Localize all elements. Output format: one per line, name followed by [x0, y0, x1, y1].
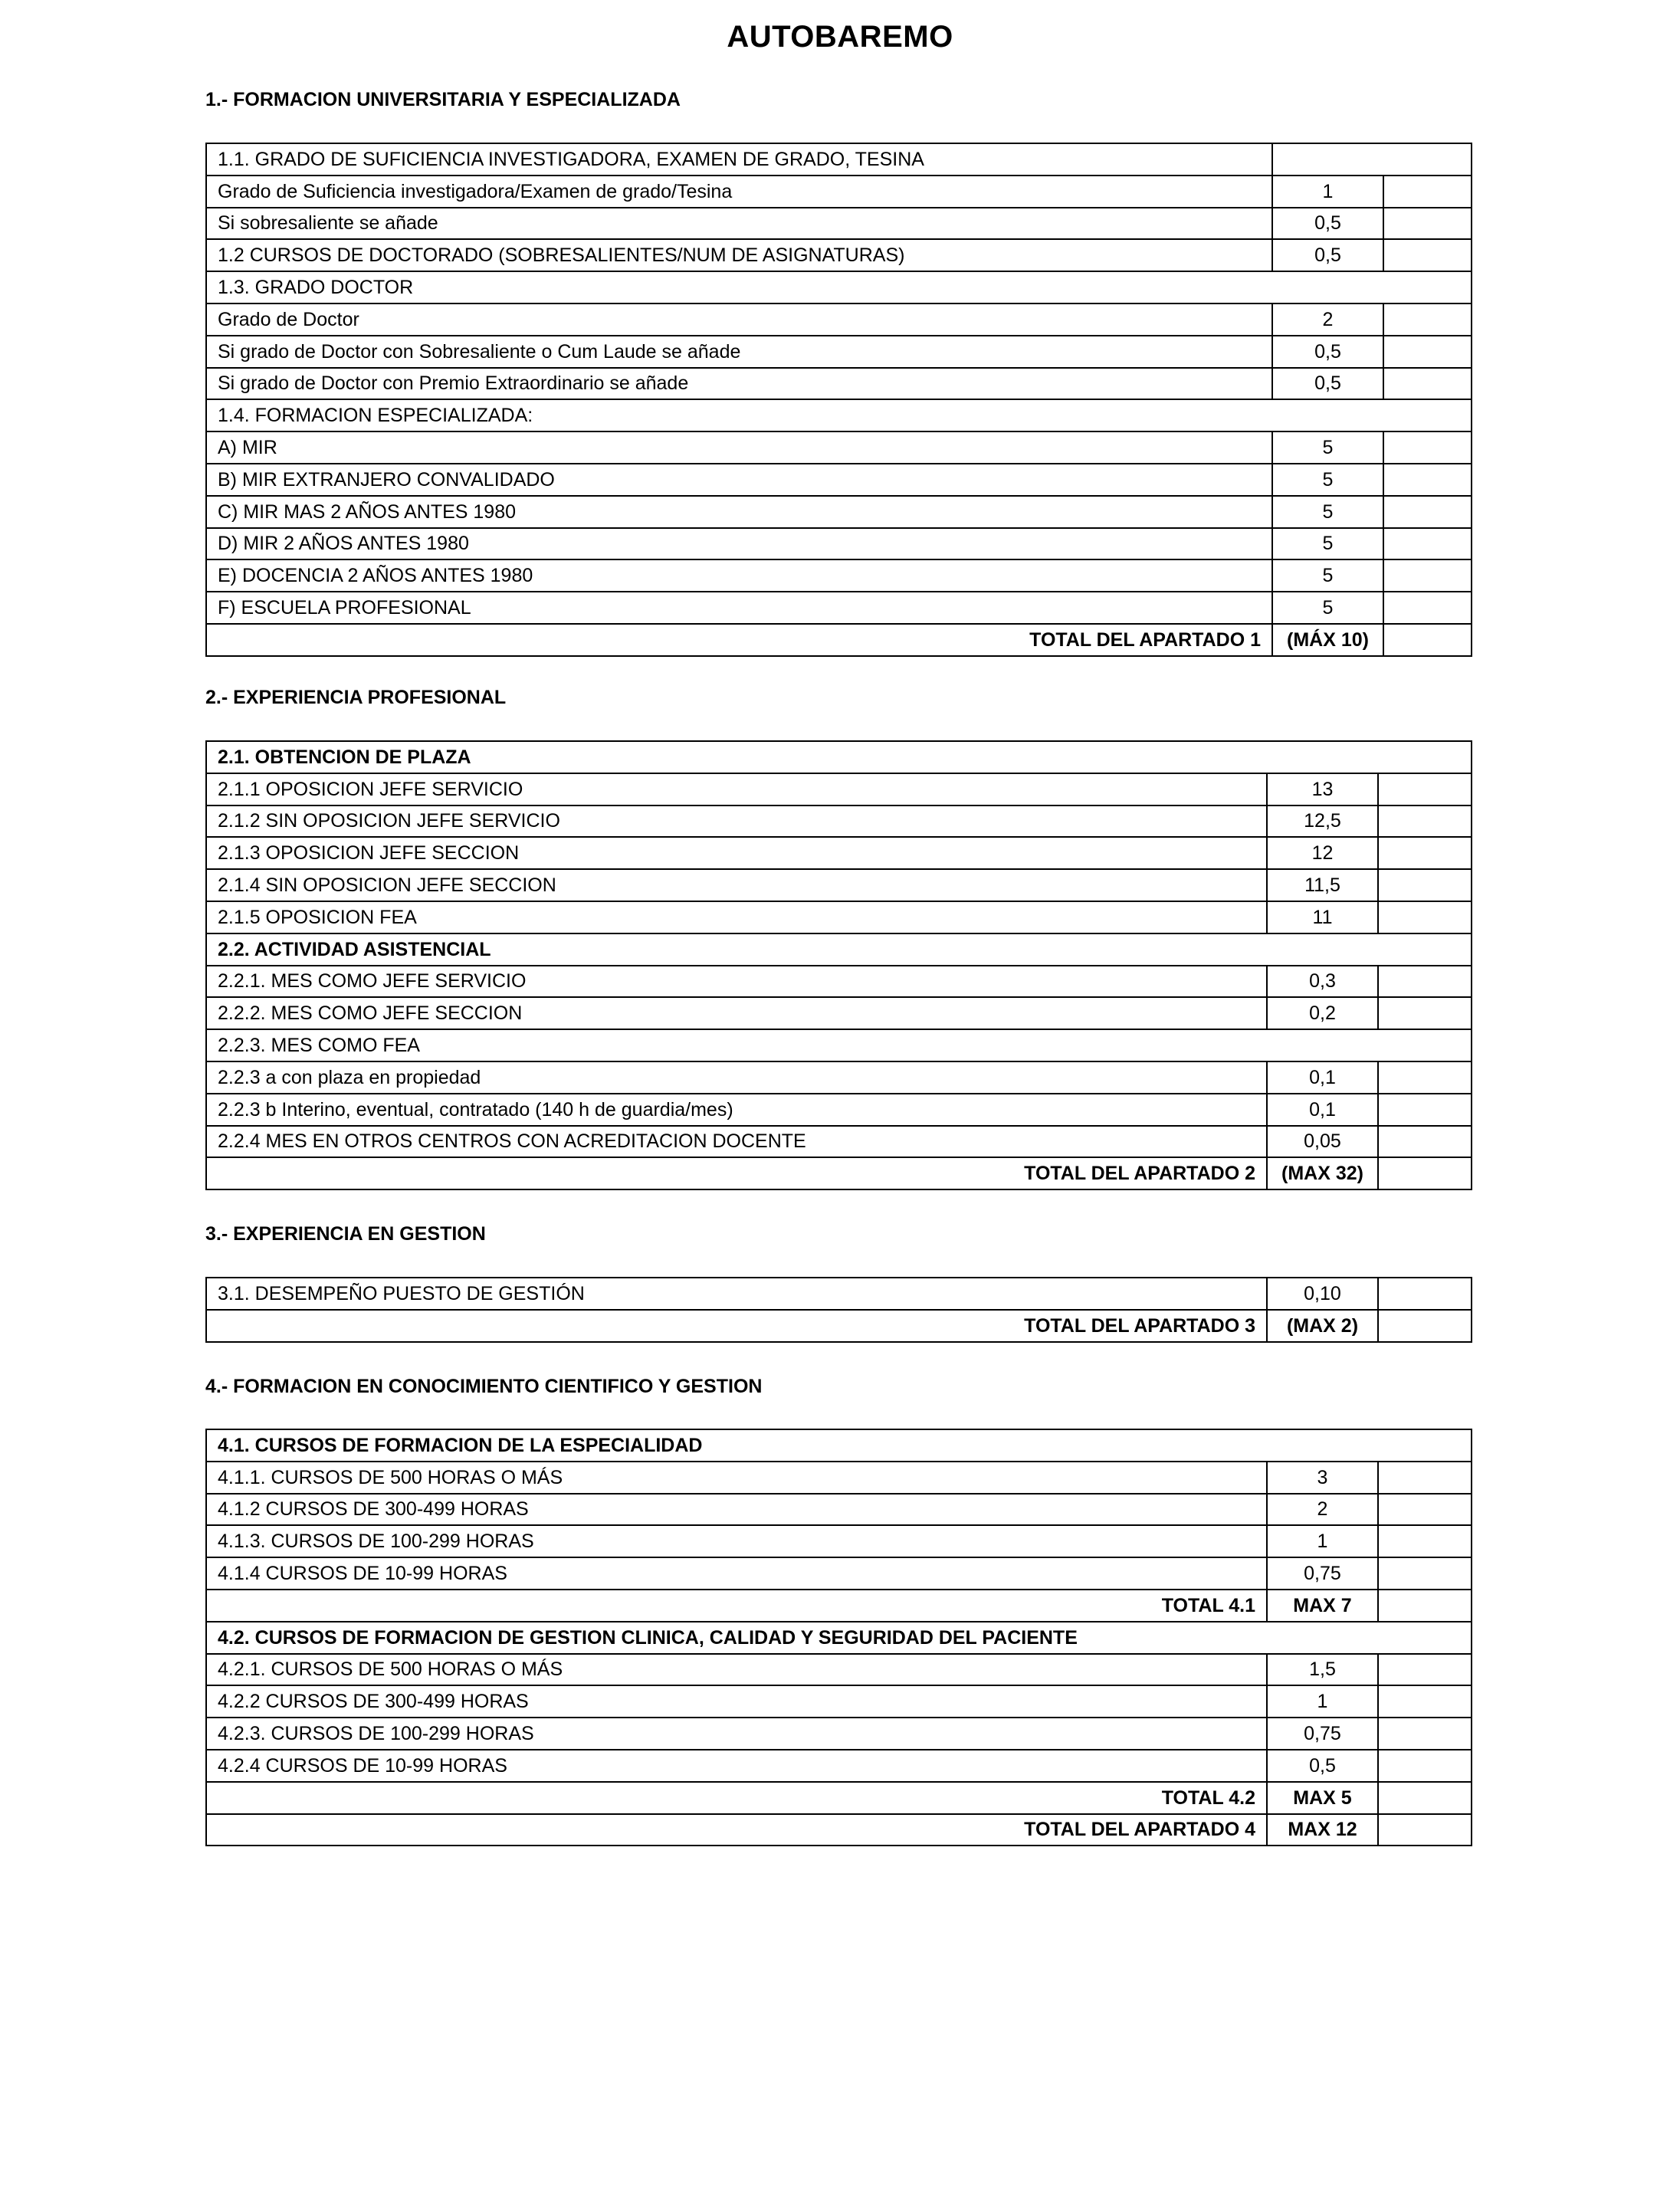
item-points: 0,1: [1267, 1061, 1378, 1094]
table-row: [206, 1525, 1472, 1557]
table-row: [206, 1494, 1472, 1526]
item-points: 0,5: [1267, 1750, 1378, 1782]
item-label: 4.2.1. CURSOS DE 500 HORAS O MÁS: [206, 1654, 1267, 1686]
total-max: MAX 12: [1267, 1814, 1378, 1846]
item-points: 5: [1272, 496, 1383, 528]
item-points: 5: [1272, 559, 1383, 592]
total-label: TOTAL DEL APARTADO 2: [206, 1157, 1267, 1189]
table-row: [206, 1685, 1472, 1718]
score-input-cell[interactable]: [1383, 368, 1472, 400]
item-label: 4.2.3. CURSOS DE 100-299 HORAS: [206, 1718, 1267, 1750]
total-label: TOTAL DEL APARTADO 3: [206, 1310, 1267, 1342]
table-row: [206, 368, 1472, 400]
score-input-cell[interactable]: [1383, 496, 1472, 528]
total-max: (MÁX 10): [1272, 624, 1383, 656]
score-input-cell[interactable]: [1378, 1814, 1472, 1846]
score-input-cell[interactable]: [1378, 1557, 1472, 1590]
table-row: [206, 1590, 1472, 1622]
item-points: 0,75: [1267, 1557, 1378, 1590]
item-points: 5: [1272, 431, 1383, 464]
table-row: [206, 1126, 1472, 1158]
item-label: 4.1.1. CURSOS DE 500 HORAS O MÁS: [206, 1462, 1267, 1494]
item-label: Si grado de Doctor con Premio Extraordinario se añade: [206, 368, 1272, 400]
subsection-header: 1.3. GRADO DOCTOR: [206, 271, 1472, 303]
score-input-cell[interactable]: [1378, 997, 1472, 1029]
item-points: 13: [1267, 773, 1378, 805]
score-input-cell[interactable]: [1383, 592, 1472, 624]
score-table: [205, 740, 1472, 1190]
item-label: 4.1.4 CURSOS DE 10-99 HORAS: [206, 1557, 1267, 1590]
table-row: [206, 1654, 1472, 1686]
item-points: 1: [1267, 1685, 1378, 1718]
table-row: [206, 271, 1472, 303]
score-input-cell[interactable]: [1383, 559, 1472, 592]
item-points: 2: [1272, 303, 1383, 336]
table-row: [206, 559, 1472, 592]
item-points: 0,75: [1267, 1718, 1378, 1750]
table-row: [206, 239, 1472, 271]
item-points: 2: [1267, 1494, 1378, 1526]
item-label: 2.1.1 OPOSICION JEFE SERVICIO: [206, 773, 1267, 805]
score-input-cell[interactable]: [1378, 1278, 1472, 1310]
total-label: TOTAL DEL APARTADO 4: [206, 1814, 1267, 1846]
item-label: 3.1. DESEMPEÑO PUESTO DE GESTIÓN: [206, 1278, 1267, 1310]
score-input-cell[interactable]: [1378, 1590, 1472, 1622]
item-label: 1.2 CURSOS DE DOCTORADO (SOBRESALIENTES/NUM DE ASIGNATURAS): [206, 239, 1272, 271]
score-table: [205, 1277, 1472, 1343]
total-max: (MAX 2): [1267, 1310, 1378, 1342]
subsection-header: 4.1. CURSOS DE FORMACION DE LA ESPECIALIDAD: [206, 1429, 1472, 1462]
score-input-cell[interactable]: [1378, 1525, 1472, 1557]
item-points: 11: [1267, 901, 1378, 933]
total-max: MAX 7: [1267, 1590, 1378, 1622]
table-row: [206, 464, 1472, 496]
item-label: C) MIR MAS 2 AÑOS ANTES 1980: [206, 496, 1272, 528]
item-points: 0,5: [1272, 368, 1383, 400]
score-input-cell[interactable]: [1378, 1462, 1472, 1494]
item-label: A) MIR: [206, 431, 1272, 464]
score-input-cell[interactable]: [1378, 1654, 1472, 1686]
table-row: [206, 1782, 1472, 1814]
score-input-cell[interactable]: [1378, 966, 1472, 998]
item-label: Si grado de Doctor con Sobresaliente o Cum Laude se añade: [206, 336, 1272, 368]
item-points: 5: [1272, 592, 1383, 624]
item-points: 5: [1272, 528, 1383, 560]
table-row: [206, 805, 1472, 838]
item-label: 2.2.1. MES COMO JEFE SERVICIO: [206, 966, 1267, 998]
total-label: TOTAL DEL APARTADO 1: [206, 624, 1272, 656]
table-row: [206, 773, 1472, 805]
table-row: [206, 303, 1472, 336]
score-input-cell[interactable]: [1383, 624, 1472, 656]
score-input-cell[interactable]: [1378, 1126, 1472, 1158]
item-points: 0,5: [1272, 336, 1383, 368]
score-input-cell[interactable]: [1378, 901, 1472, 933]
table-row: [206, 837, 1472, 869]
table-row: [206, 933, 1472, 966]
score-input-cell[interactable]: [1383, 464, 1472, 496]
item-label: Grado de Suficiencia investigadora/Examen de grado/Tesina: [206, 176, 1272, 208]
score-input-cell[interactable]: [1378, 1685, 1472, 1718]
section-heading: 3.- EXPERIENCIA EN GESTION: [205, 1223, 486, 1245]
table-row: [206, 1029, 1472, 1061]
score-input-cell[interactable]: [1378, 1061, 1472, 1094]
table-row: [206, 1061, 1472, 1094]
table-row: [206, 1429, 1472, 1462]
item-label: F) ESCUELA PROFESIONAL: [206, 592, 1272, 624]
score-input-cell[interactable]: [1272, 143, 1472, 176]
item-points: 1: [1272, 176, 1383, 208]
table-row: [206, 901, 1472, 933]
total-max: (MAX 32): [1267, 1157, 1378, 1189]
table-row: [206, 1718, 1472, 1750]
score-input-cell[interactable]: [1378, 869, 1472, 901]
table-row: [206, 1750, 1472, 1782]
page-title: AUTOBAREMO: [727, 20, 953, 54]
item-points: 1,5: [1267, 1654, 1378, 1686]
item-label: 4.1.2 CURSOS DE 300-499 HORAS: [206, 1494, 1267, 1526]
table-row: [206, 528, 1472, 560]
item-points: 1: [1267, 1525, 1378, 1557]
table-row: [206, 336, 1472, 368]
item-points: 12,5: [1267, 805, 1378, 838]
subsection-header: 1.4. FORMACION ESPECIALIZADA:: [206, 399, 1472, 431]
score-input-cell[interactable]: [1378, 1157, 1472, 1189]
score-input-cell[interactable]: [1383, 303, 1472, 336]
table-row: [206, 176, 1472, 208]
item-label: 2.2.4 MES EN OTROS CENTROS CON ACREDITACION DOCENTE: [206, 1126, 1267, 1158]
total-label: TOTAL 4.1: [206, 1590, 1267, 1622]
item-label: Grado de Doctor: [206, 303, 1272, 336]
table-row: [206, 1622, 1472, 1654]
score-input-cell[interactable]: [1378, 1782, 1472, 1814]
table-row: [206, 592, 1472, 624]
score-input-cell[interactable]: [1378, 1494, 1472, 1526]
item-points: 0,5: [1272, 239, 1383, 271]
item-points: 0,05: [1267, 1126, 1378, 1158]
section-heading: 1.- FORMACION UNIVERSITARIA Y ESPECIALIZADA: [205, 89, 681, 110]
item-points: 0,10: [1267, 1278, 1378, 1310]
total-max: MAX 5: [1267, 1782, 1378, 1814]
item-points: 11,5: [1267, 869, 1378, 901]
item-points: 0,1: [1267, 1094, 1378, 1126]
table-row: [206, 1094, 1472, 1126]
item-label: 2.1.5 OPOSICION FEA: [206, 901, 1267, 933]
table-row: [206, 1157, 1472, 1189]
score-input-cell[interactable]: [1378, 1094, 1472, 1126]
score-input-cell[interactable]: [1378, 1310, 1472, 1342]
score-table: [205, 143, 1472, 657]
item-points: 0,3: [1267, 966, 1378, 998]
item-points: 5: [1272, 464, 1383, 496]
item-points: 3: [1267, 1462, 1378, 1494]
item-label: Si sobresaliente se añade: [206, 208, 1272, 240]
table-row: [206, 1310, 1472, 1342]
score-input-cell[interactable]: [1378, 773, 1472, 805]
table-row: [206, 1557, 1472, 1590]
table-row: [206, 208, 1472, 240]
score-input-cell[interactable]: [1378, 1750, 1472, 1782]
subsection-header: 2.2. ACTIVIDAD ASISTENCIAL: [206, 933, 1472, 966]
score-input-cell[interactable]: [1378, 837, 1472, 869]
score-input-cell[interactable]: [1378, 1718, 1472, 1750]
item-label: 2.1.2 SIN OPOSICION JEFE SERVICIO: [206, 805, 1267, 838]
table-row: [206, 624, 1472, 656]
table-row: [206, 496, 1472, 528]
section-heading: 4.- FORMACION EN CONOCIMIENTO CIENTIFICO Y GESTION: [205, 1376, 763, 1397]
subsection-header: 2.2.3. MES COMO FEA: [206, 1029, 1472, 1061]
score-table: [205, 1429, 1472, 1846]
table-row: [206, 1814, 1472, 1846]
total-label: TOTAL 4.2: [206, 1782, 1267, 1814]
item-label: 4.2.4 CURSOS DE 10-99 HORAS: [206, 1750, 1267, 1782]
score-input-cell[interactable]: [1378, 805, 1472, 838]
item-label: 2.2.3 a con plaza en propiedad: [206, 1061, 1267, 1094]
subsection-header: 4.2. CURSOS DE FORMACION DE GESTION CLINICA, CALIDAD Y SEGURIDAD DEL PACIENTE: [206, 1622, 1472, 1654]
table-row: [206, 741, 1472, 773]
score-input-cell[interactable]: [1383, 239, 1472, 271]
table-row: [206, 966, 1472, 998]
item-label: 2.1.3 OPOSICION JEFE SECCION: [206, 837, 1267, 869]
item-label: 2.1.4 SIN OPOSICION JEFE SECCION: [206, 869, 1267, 901]
table-row: [206, 399, 1472, 431]
table-row: [206, 1462, 1472, 1494]
item-points: 0,5: [1272, 208, 1383, 240]
item-label: 4.2.2 CURSOS DE 300-499 HORAS: [206, 1685, 1267, 1718]
table-row: [206, 431, 1472, 464]
item-label: 4.1.3. CURSOS DE 100-299 HORAS: [206, 1525, 1267, 1557]
item-label: D) MIR 2 AÑOS ANTES 1980: [206, 528, 1272, 560]
score-input-cell[interactable]: [1383, 208, 1472, 240]
table-row: [206, 997, 1472, 1029]
score-input-cell[interactable]: [1383, 176, 1472, 208]
item-label: 2.2.2. MES COMO JEFE SECCION: [206, 997, 1267, 1029]
subsection-header: 1.1. GRADO DE SUFICIENCIA INVESTIGADORA, EXAMEN DE GRADO, TESINA: [206, 143, 1272, 176]
subsection-header: 2.1. OBTENCION DE PLAZA: [206, 741, 1472, 773]
item-label: E) DOCENCIA 2 AÑOS ANTES 1980: [206, 559, 1272, 592]
table-row: [206, 143, 1472, 176]
item-label: B) MIR EXTRANJERO CONVALIDADO: [206, 464, 1272, 496]
score-input-cell[interactable]: [1383, 528, 1472, 560]
table-row: [206, 869, 1472, 901]
section-heading: 2.- EXPERIENCIA PROFESIONAL: [205, 687, 507, 708]
score-input-cell[interactable]: [1383, 431, 1472, 464]
item-points: 0,2: [1267, 997, 1378, 1029]
score-input-cell[interactable]: [1383, 336, 1472, 368]
table-row: [206, 1278, 1472, 1310]
item-points: 12: [1267, 837, 1378, 869]
item-label: 2.2.3 b Interino, eventual, contratado (140 h de guardia/mes): [206, 1094, 1267, 1126]
